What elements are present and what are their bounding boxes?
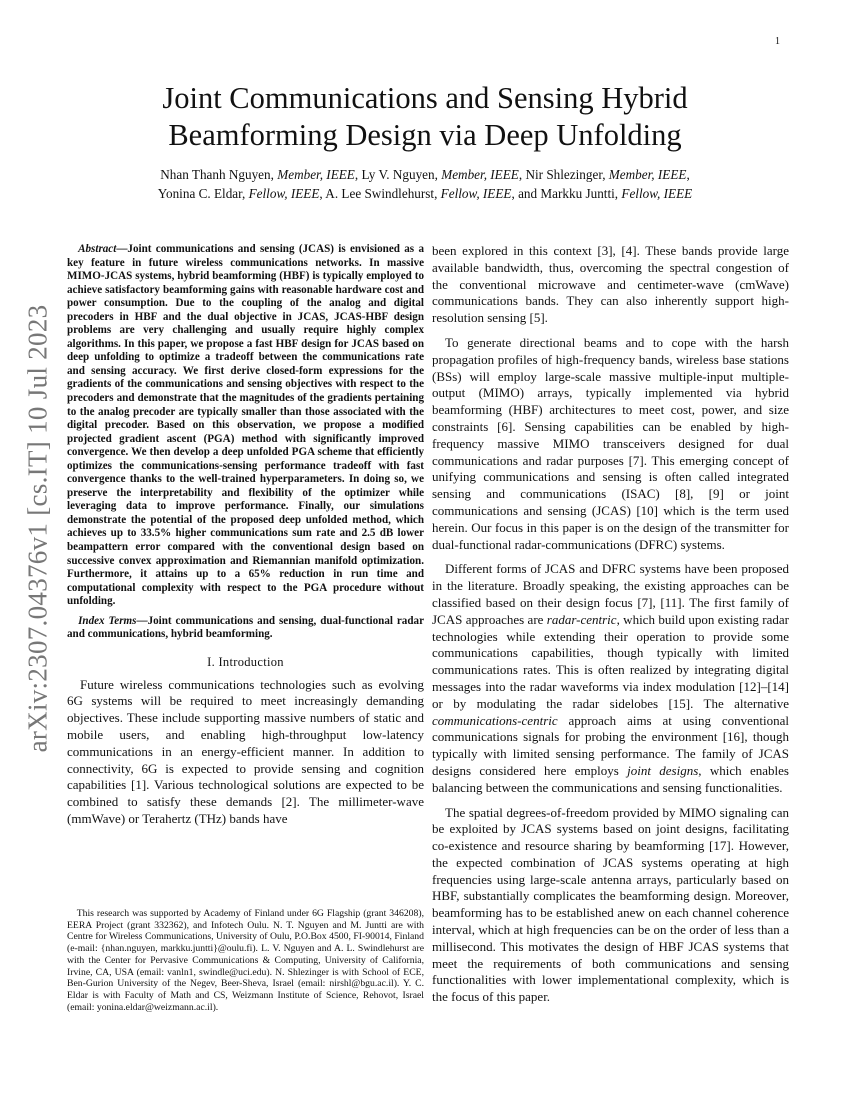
emphasis: communications-centric <box>432 712 558 728</box>
author-role: Member, IEEE <box>608 167 687 182</box>
author-role: Fellow, IEEE <box>248 186 320 201</box>
footnote: This research was supported by Academy of Finland under 6G Flagship (grant 346208), EERA Project (grant 332362), and Infotech Oulu. N. T. Nguyen and M. Juntti are with Centre for Wireless Communications, University of Oulu, P.O.Box 4500, FI-90014, Finland (e-mail: {nhan.nguyen, markku.juntti}@oulu.fi). L. V. Nguyen and A. L. Swindlehurst are with the Center for Pervasive Communications & Computing, University of California, Irvine, CA, USA (email: vanln1, swindle@uci.edu). N. Shlezinger is with School of ECE, Ben-Gurion University of the Negev, Beer-Sheva, Israel (email: nirshl@bgu.ac.il). Y. C. Eldar is with Faculty of Math and CS, Weizmann Institute of Science, Rehovot, Israel (email: yonina.eldar@weizmann.ac.il). <box>67 908 424 1013</box>
emphasis: joint designs <box>627 762 699 778</box>
text-run: , which enables balancing between the communications and sensing functionalities. <box>432 762 789 795</box>
author-role: Fellow, IEEE <box>440 186 512 201</box>
title-line-2: Beamforming Design via Deep Unfolding <box>168 118 682 152</box>
index-terms <box>67 615 424 642</box>
arxiv-id: arXiv:2307.04376v1 [cs.IT] 10 Jul 2023 <box>22 304 53 752</box>
text-run: , which build upon existing radar technologies while extending their operation to provide some communications capabilities, though typically with limited communications rates. This is often realized by integrating digital messages into the radar waveforms via index modulation [12]–[14] or by modulating the radar sidelobes [15]. The alternative <box>432 611 789 711</box>
author-list: Nhan Thanh Nguyen, Member, IEEE, Ly V. Nguyen, Member, IEEE, Nir Shlezinger, Member, IEEE, Yonina C. Eldar, Fellow, IEEE, A. Lee Swindlehurst, Fellow, IEEE, and Markku Juntti, Fellow, IEEE <box>157 167 693 201</box>
abstract <box>67 243 424 609</box>
author-role: Member, IEEE <box>277 167 355 182</box>
index-terms-text: —Joint communications and sensing, dual-functional radar and communications, hybrid beamforming. <box>67 614 424 641</box>
author-name: Nhan Thanh Nguyen <box>160 167 271 182</box>
emphasis: radar-centric <box>546 611 617 627</box>
paragraph: To generate directional beams and to cope with the harsh propagation profiles of high-frequency bands, wireless base stations (BSs) will employ large-scale massive multiple-input multiple-output (MIMO) arrays, typically implemented via hybrid beamforming (HBF) architectures to meet cost, power, and size constraints [6]. Sensing capabilities can be enabled by high-frequency massive MIMO transceivers designed for dual communications and radar purposes [7]. This emerging concept of unifying communications and sensing is often called integrated sensing and communications (ISAC) [8], [9] or joint communications and sensing (JCAS) [10] which is the term used herein. Our focus in this paper is on the design of the transmitter for dual-functional radar-communications (DFRC) systems. <box>432 334 789 552</box>
author-role: Fellow, IEEE <box>621 186 693 201</box>
abstract-text: —Joint communications and sensing (JCAS) is envisioned as a key feature in future wireless communications networks. In massive MIMO-JCAS systems, hybrid beamforming (HBF) is typically employed to achieve satisfactory beamforming gains with reasonable hardware cost and power consumption. Due to the coupling of the analog and digital precoders in HBF and the dual objective in JCAS, JCAS-HBF design problems are very challenging and usually require highly complex algorithms. In this paper, we propose a fast HBF design for JCAS based on deep unfolding to optimize a tradeoff between the communications rate and sensing accuracy. We first derive closed-form expressions for the gradients of the communications and sensing objectives with respect to the precoders and demonstrate that the magnitudes of the gradients pertaining to the analog precoder are typically smaller than those associated with the digital precoder. Based on this observation, we propose a modified projected gradient ascent (PGA) method with significantly improved convergence. We then develop a deep unfolded PGA scheme that efficiently optimizes the communications-sensing performance tradeoff with fast convergence thanks to the well-trained hyperparameters. In doing so, we preserve the interpretability and flexibility of the optimizer while leveraging data to improve performance. Finally, our simulations demonstrate the potential of the proposed deep unfolded method, which achieves up to 33.5% higher communications sum rate and 2.5 dB lower beampattern error compared with the conventional design based on successive convex approximation and Riemannian manifold optimization. Furthermore, it attains up to a 65% reduction in run time and computational complexity with respect to the PGA procedure without unfolding. <box>67 243 424 608</box>
text-run: approach aims at using conventional communications signals for probing the environment [16], though typically with limited sensing performance. The family of JCAS designs considered here employs <box>432 712 789 778</box>
right-column <box>432 243 789 1014</box>
author-name: Yonina C. Eldar <box>157 186 243 201</box>
paragraph: The spatial degrees-of-freedom provided by MIMO signaling can be exploited by JCAS systems based on joint designs, facilitating co-existence and resource sharing by beamforming [17]. However, the expected combination of JCAS systems operating at high frequencies using large-scale antenna arrays, particularly based on HBF, substantially complicates the beamforming design. Moreover, beamforming has to be established anew on each channel coherence interval, which at high frequencies can be on the order of less than a millisecond. This motivates the design of HBF JCAS systems that meet the requirements of both communications and sensing functionalities with lower implementational complexity, which is the focus of this paper. <box>432 804 789 1005</box>
author-name: Ly V. Nguyen <box>361 167 435 182</box>
paragraph <box>432 561 789 796</box>
left-column <box>67 243 424 834</box>
author-name: Nir Shlezinger <box>525 167 603 182</box>
arxiv-watermark <box>20 304 56 752</box>
index-terms-label: Index Terms <box>78 614 137 627</box>
author-role: Member, IEEE <box>441 167 519 182</box>
page-number: 1 <box>775 36 780 47</box>
abstract-label: Abstract <box>78 243 117 255</box>
section-heading-introduction: I. Introduction <box>207 654 284 669</box>
paragraph: been explored in this context [3], [4]. These bands provide large available bandwidth, thus, overcoming the spectral congestion of the conventional microwave and centimeter-wave (cmWave) communications bands. They can also inherently support high-resolution sensing [5]. <box>432 243 789 326</box>
author-name: Markku Juntti <box>540 186 615 201</box>
text-run: Different forms of JCAS and DFRC systems have been proposed in the literature. Broadly speaking, the existing approaches can be classified based on their design focus [7], [11]. The first family of JCAS approaches are <box>432 561 789 627</box>
title-line-1: Joint Communications and Sensing Hybrid <box>162 81 688 115</box>
author-name: A. Lee Swindlehurst <box>325 186 435 201</box>
intro-paragraph: Future wireless communications technologies such as evolving 6G systems will be required to meet increasingly demanding objectives. These include supporting massive numbers of static and mobile users, and enabling high-throughput low-latency communications in an energy-efficient manner. In addition to connectivity, 6G is expected to provide sensing and cognition capabilities [1]. Various technological solutions are expected to be combined to satisfy these demands [2]. The millimeter-wave (mmWave) or Terahertz (THz) bands have <box>67 676 424 827</box>
paper-title <box>70 80 780 154</box>
